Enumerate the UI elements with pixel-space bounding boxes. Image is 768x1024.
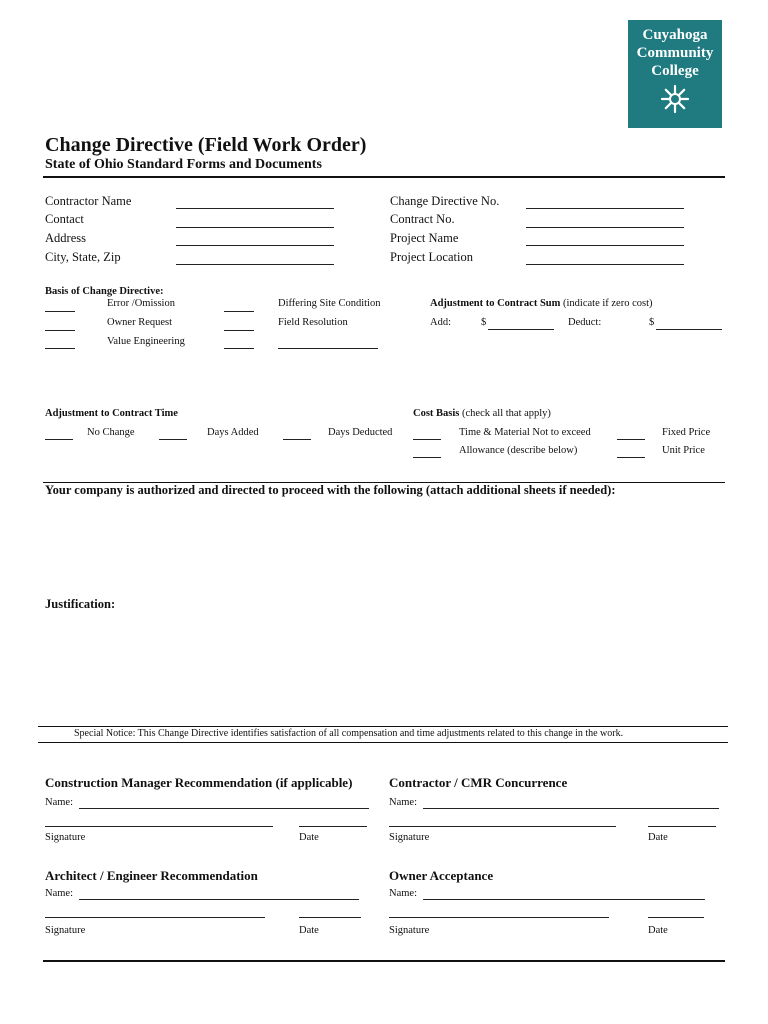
notice-top-rule xyxy=(38,726,728,727)
basis-check-differing[interactable] xyxy=(224,311,254,312)
cost-check-unit-price[interactable] xyxy=(617,457,645,458)
contractor-date-label: Date xyxy=(648,832,668,843)
add-label: Add: xyxy=(430,317,451,328)
contract-no-field[interactable] xyxy=(526,227,684,228)
cost-unit-price: Unit Price xyxy=(662,445,705,456)
basis-owner-request: Owner Request xyxy=(107,317,173,328)
deduct-currency: $ xyxy=(649,317,655,328)
basis-check-field[interactable] xyxy=(224,330,254,331)
contract-no-label: Contract No. xyxy=(390,212,455,226)
cost-check-time-material[interactable] xyxy=(413,439,441,440)
basis-check-error[interactable] xyxy=(45,311,75,312)
change-directive-no-field[interactable] xyxy=(526,208,684,209)
footer-divider xyxy=(43,960,725,962)
project-location-label: Project Location xyxy=(390,250,473,264)
add-currency: $ xyxy=(481,317,487,328)
college-logo xyxy=(628,20,722,128)
form-title: Change Directive (Field Work Order) xyxy=(45,134,367,156)
contract-sum-note: (indicate if zero cost) xyxy=(563,298,653,309)
owner-heading: Owner Acceptance xyxy=(389,868,494,883)
contract-sum-heading-row xyxy=(430,298,653,309)
authorization-text: Your company is authorized and directed to proceed with the following (attach additional sheets if needed): xyxy=(45,483,616,497)
architect-name-field[interactable] xyxy=(79,899,359,900)
cost-time-material: Time & Material Not to exceed xyxy=(459,427,591,438)
cost-allowance: Allowance (describe below) xyxy=(459,445,578,456)
architect-date-field[interactable] xyxy=(299,917,361,918)
time-days-added: Days Added xyxy=(207,427,259,438)
cost-basis-note: (check all that apply) xyxy=(462,408,551,419)
cm-signature-field[interactable] xyxy=(45,826,273,827)
basis-error-omission: Error /Omission xyxy=(107,298,175,309)
cost-basis-heading-row xyxy=(413,408,551,419)
notice-bottom-rule xyxy=(38,742,728,743)
cm-heading: Construction Manager Recommendation (if applicable) xyxy=(45,775,353,790)
contact-label: Contact xyxy=(45,212,84,226)
contractor-signature-label: Signature xyxy=(389,832,430,843)
justification-label: Justification: xyxy=(45,597,116,611)
architect-heading: Architect / Engineer Recommendation xyxy=(45,868,258,883)
contractor-name-field[interactable] xyxy=(176,208,334,209)
time-check-no-change[interactable] xyxy=(45,439,73,440)
basis-value-engineering: Value Engineering xyxy=(107,336,185,347)
contractor-heading: Contractor / CMR Concurrence xyxy=(389,775,568,790)
special-notice: Special Notice: This Change Directive identifies satisfaction of all compensation and time adjustments related to this change in the work. xyxy=(74,728,624,739)
form-subtitle: State of Ohio Standard Forms and Documents xyxy=(45,157,322,172)
cm-name-field[interactable] xyxy=(79,808,369,809)
time-no-change: No Change xyxy=(87,427,135,438)
contractor-name-sig-label: Name: xyxy=(389,797,417,808)
address-field[interactable] xyxy=(176,245,334,246)
owner-signature-field[interactable] xyxy=(389,917,609,918)
basis-other-field[interactable] xyxy=(278,348,378,349)
basis-differing-site: Differing Site Condition xyxy=(278,298,381,309)
architect-signature-label: Signature xyxy=(45,925,86,936)
contract-time-heading: Adjustment to Contract Time xyxy=(45,408,178,419)
architect-signature-field[interactable] xyxy=(45,917,265,918)
snowflake-emblem-icon xyxy=(660,84,690,114)
city-state-zip-field[interactable] xyxy=(176,264,334,265)
logo-line-2: Community xyxy=(636,45,714,61)
owner-signature-label: Signature xyxy=(389,925,430,936)
deduct-amount-field[interactable] xyxy=(656,329,722,330)
basis-check-other[interactable] xyxy=(224,348,254,349)
time-check-days-added[interactable] xyxy=(159,439,187,440)
contractor-signature-field[interactable] xyxy=(389,826,616,827)
city-state-zip-label: City, State, Zip xyxy=(45,250,121,264)
cost-basis-heading: Cost Basis xyxy=(413,408,460,419)
owner-date-label: Date xyxy=(648,925,668,936)
contract-sum-heading: Adjustment to Contract Sum xyxy=(430,298,561,309)
basis-field-resolution: Field Resolution xyxy=(278,317,348,328)
add-amount-field[interactable] xyxy=(488,329,554,330)
architect-name-label: Name: xyxy=(45,888,73,899)
architect-date-label: Date xyxy=(299,925,319,936)
cm-date-label: Date xyxy=(299,832,319,843)
deduct-label: Deduct: xyxy=(568,317,602,328)
cost-check-allowance[interactable] xyxy=(413,457,441,458)
address-label: Address xyxy=(45,231,86,245)
cm-name-label: Name: xyxy=(45,797,73,808)
time-days-deducted: Days Deducted xyxy=(328,427,393,438)
contact-field[interactable] xyxy=(176,227,334,228)
owner-name-field[interactable] xyxy=(423,899,705,900)
project-location-field[interactable] xyxy=(526,264,684,265)
contractor-date-field[interactable] xyxy=(648,826,716,827)
owner-date-field[interactable] xyxy=(648,917,704,918)
time-check-days-deducted[interactable] xyxy=(283,439,311,440)
change-directive-no-label: Change Directive No. xyxy=(390,194,500,208)
logo-line-3: College xyxy=(651,63,699,79)
logo-line-1: Cuyahoga xyxy=(642,27,708,43)
contractor-name-sig-field[interactable] xyxy=(423,808,719,809)
cost-fixed-price: Fixed Price xyxy=(662,427,711,438)
cm-signature-label: Signature xyxy=(45,832,86,843)
basis-check-value[interactable] xyxy=(45,348,75,349)
cost-check-fixed-price[interactable] xyxy=(617,439,645,440)
basis-heading: Basis of Change Directive: xyxy=(45,286,164,297)
owner-name-label: Name: xyxy=(389,888,417,899)
project-name-field[interactable] xyxy=(526,245,684,246)
project-name-label: Project Name xyxy=(390,231,459,245)
contractor-name-label: Contractor Name xyxy=(45,194,132,208)
cm-date-field[interactable] xyxy=(299,826,367,827)
header-divider xyxy=(43,176,725,178)
basis-check-owner[interactable] xyxy=(45,330,75,331)
